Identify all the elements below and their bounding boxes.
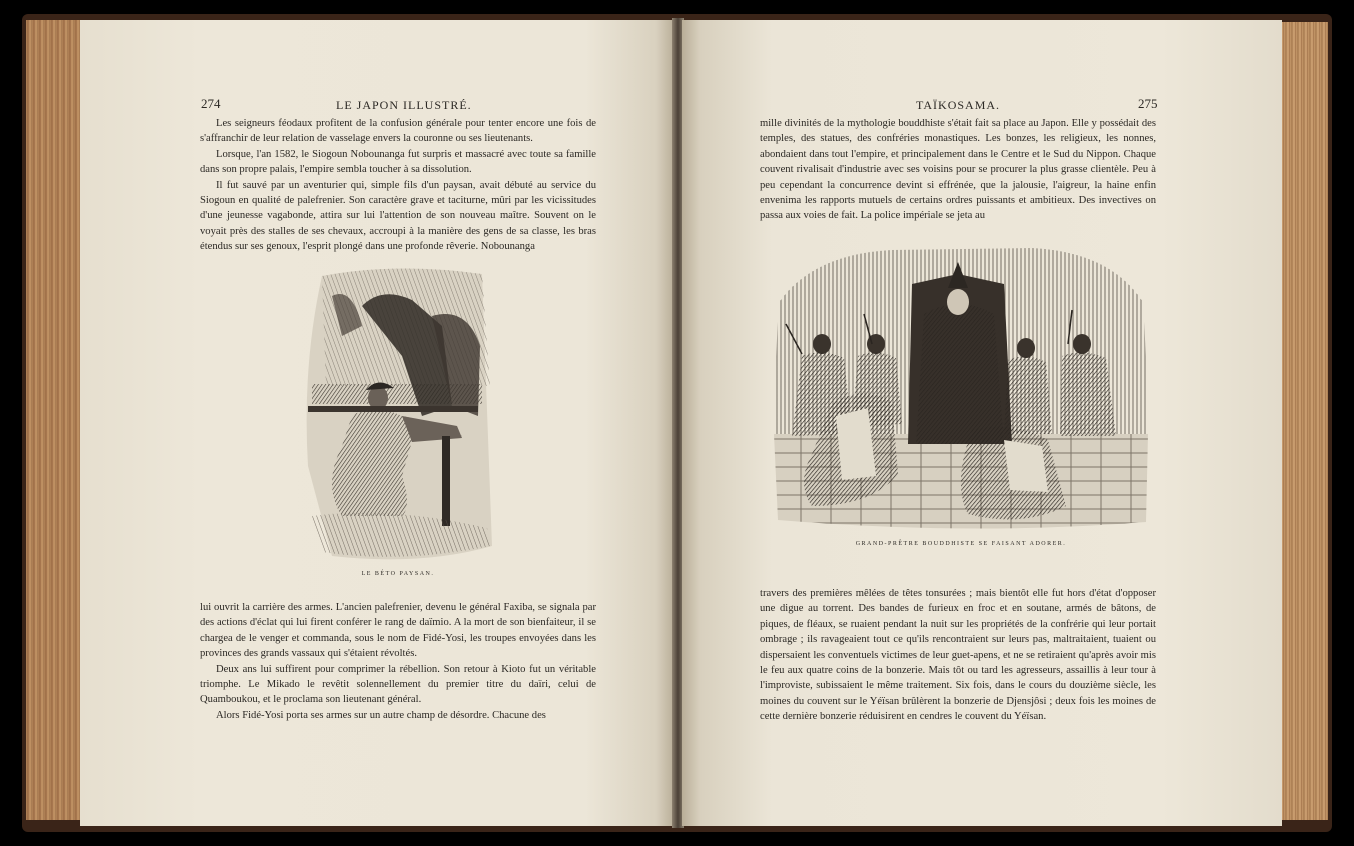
page-edges-right — [1278, 22, 1328, 820]
left-text-top — [200, 116, 596, 255]
right-page-number: 275 — [1138, 96, 1158, 111]
left-illustration-caption: LE BÉTO PAYSAN. — [361, 571, 435, 577]
left-text-bottom — [200, 600, 596, 723]
right-text-top — [760, 116, 1156, 224]
paragraph: travers des premières mêlées de têtes tonsurées ; mais bientôt elle fut hors d'état d'opposer une digue au torrent. Des bandes de furieux en froc et en soutane, armés de bâtons, de piques, de fléaux, se ruaient pendant la nuit sur les propriétés de la confrérie qui leur portait ombrage ; ils ravageaient tout ce qu'ils rencontraient sur leurs pas, maltraitaient, tuaient ou dispersaient les conventuels victimes de leur guet-apens, et ne se retiraient qu'après avoir mis le feu aux quatre coins de la bonzerie. Mais tôt ou tard les agresseurs, assaillis à leur tour à l'improviste, subissaient le même traitement. Six fois, dans le cours du douzième siècle, les moines du couvent sur le Yéïsan brûlèrent la bonzerie de Djensjôsi ; deux fois les moines de cette dernière bonzerie réduisirent en cendres le couvent du Yéïsan. — [760, 588, 1156, 723]
paragraph: Alors Fidé-Yosi porta ses armes sur un autre champ de désordre. Chacune des — [216, 709, 546, 721]
paragraph: mille divinités de la mythologie bouddhiste s'était fait sa place au Japon. Elle y possédait des temples, des statues, des confréries monastiques. Les bonzes, les religieux, les nonnes, abondaient dans tout l'empire, et principalement dans le Centre et le Sud du Nippon. Chaque couvent rivalisait d'industrie avec ses voisins pour se procurer la plus grasse clientèle. Peu à peu cependant la concurrence devint si effrénée, que la jalousie, l'aigreur, la haine enfin envenima les rapports mutuels de certains ordres puissants et ambitieux. Des invectives on passa aux voies de fait. La police impériale se jeta au — [760, 118, 1156, 222]
paragraph: Deux ans lui suffirent pour comprimer la rébellion. Son retour à Kioto fut un véritable triomphe. Le Mikado le revêtit solennellement du premier titre du daïri, celui de Quamboukou, et le proclama son lieutenant général. — [200, 663, 596, 706]
paragraph: Les seigneurs féodaux profitent de la confusion générale pour tenter encore une fois de s'affranchir de leur relation de vasselage envers la couronne ou ses lieutenants. — [200, 118, 596, 145]
paragraph: Lorsque, l'an 1582, le Siogoun Nobounanga fut surpris et massacré avec toute sa famille dans son propre palais, l'empire sembla toucher à sa dissolution. — [200, 148, 596, 176]
paragraph: lui ouvrit la carrière des armes. L'ancien palefrenier, devenu le général Faxiba, se signala par des actions d'éclat qui lui firent conférer le rang de daïmio. A la mort de son bienfaiteur, il se chargea de le venger et commanda, sous le nom de Fidé-Yosi, les troupes envoyées dans les provinces des grands vassaux qui s'étaient révoltés. — [200, 602, 596, 660]
right-page — [682, 20, 1282, 826]
right-running-head: TAÏKOSAMA. — [916, 98, 1001, 112]
left-page — [80, 20, 674, 826]
right-illustration-caption: GRAND-PRÊTRE BOUDDHISTE SE FAISANT ADORER. — [855, 541, 1067, 547]
left-page-number: 274 — [201, 96, 221, 111]
peasant-engraving — [302, 266, 494, 562]
paragraph: Il fut sauvé par un aventurier qui, simple fils d'un paysan, avait débuté au service du Siogoun en qualité de palefrenier. Son caractère grave et taciturne, mûri par les vicissitudes d'une jeunesse vagabonde, attira sur lui l'attention de son nouveau maître. Souvent on le voyait près des stalles de ses chevaux, accroupi à la manière des gens de sa classe, les bras étendus sur ses genoux, l'esprit plongé dans une profonde rêverie. Nobounanga — [200, 179, 596, 253]
right-text-bottom — [760, 586, 1156, 725]
left-running-head: LE JAPON ILLUSTRÉ. — [336, 98, 472, 112]
page-edges-left — [26, 20, 88, 820]
high-priest-engraving — [772, 244, 1150, 532]
